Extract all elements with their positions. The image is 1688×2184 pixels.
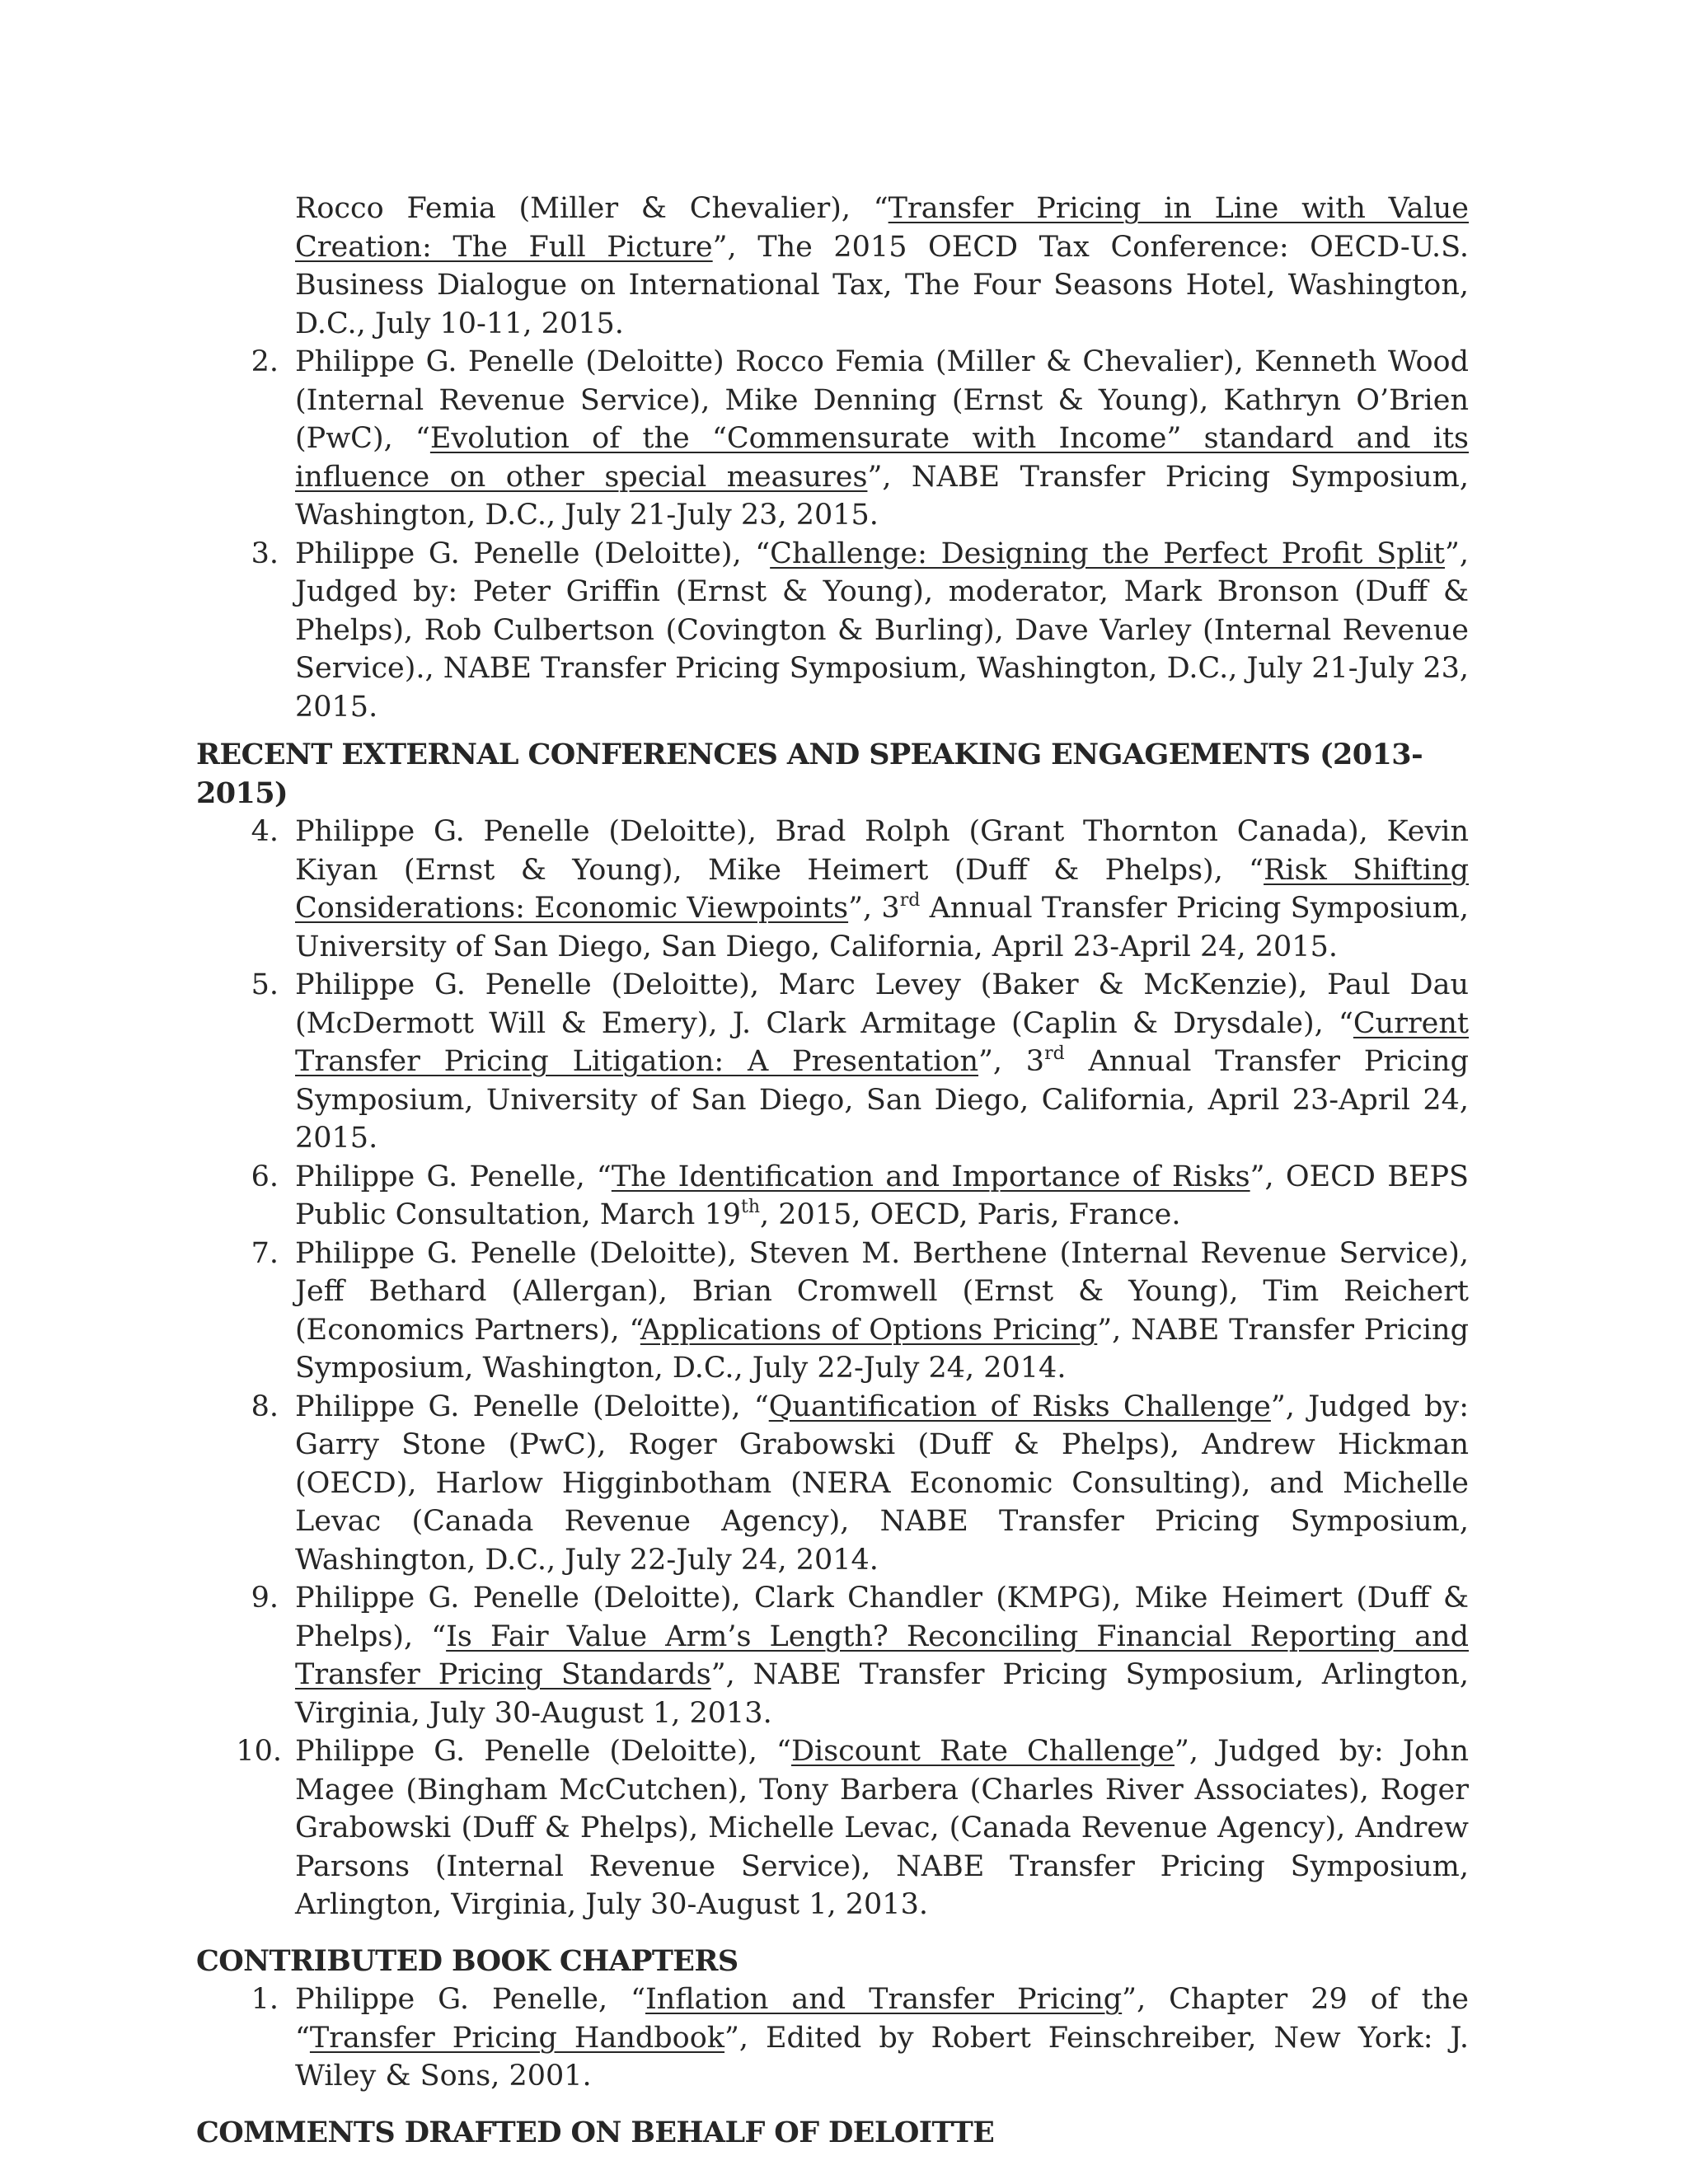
presentation-title: Evolution of the “Commensurate with Income” standard and its influence on other special measures bbox=[295, 422, 1469, 494]
ordinal-suffix: th bbox=[741, 1197, 761, 1217]
item-number: 8. bbox=[251, 1390, 279, 1423]
item-text: Philippe G. Penelle (Deloitte), Marc Levey (Baker & McKenzie), Paul Dau (McDermott Will & Emery), J. Clark Armitage (Caplin & Drysdale), “ bbox=[295, 968, 1469, 1040]
list-item bbox=[196, 1388, 1469, 1580]
item-number: 7. bbox=[251, 1236, 279, 1270]
presentation-title: Discount Rate Challenge bbox=[790, 1735, 1175, 1768]
presentation-title: Challenge: Designing the Perfect Profit Split bbox=[770, 537, 1445, 570]
chapter-title: Inflation and Transfer Pricing bbox=[645, 1983, 1123, 2016]
item-text: ”, OECD BEPS Public Consultation, March 19 bbox=[295, 1160, 1469, 1231]
item-text: Philippe G. Penelle (Deloitte), Clark Chandler (KMPG), Mike Heimert (Duff & Phelps), “ bbox=[295, 1582, 1469, 1653]
list-item bbox=[196, 1579, 1469, 1732]
ordinal-suffix: rd bbox=[1044, 1043, 1065, 1064]
item-text: ”, Judged by: Garry Stone (PwC), Roger Grabowski (Duff & Phelps), Andrew Hickman (OECD), Harlow Higginbotham (NERA Economic Consulting), and Michelle Levac (Canada Revenue Agency), NABE Transfer Pricing Symposium, Washington, D.C., July 22-July 24, 2014. bbox=[295, 1390, 1469, 1577]
ordinal-suffix: rd bbox=[899, 890, 921, 911]
item-number: 5. bbox=[251, 968, 279, 1001]
item-text: ”, 3 bbox=[848, 892, 900, 925]
item-text: Philippe G. Penelle (Deloitte), “ bbox=[295, 1735, 791, 1768]
item-text: , 2015, OECD, Paris, France. bbox=[760, 1198, 1181, 1231]
item-text: Philippe G. Penelle (Deloitte) Rocco Femia (Miller & Chevalier), Kenneth Wood (Internal Revenue Service), Mike Denning (Ernst & Young), Kathryn O’Brien (PwC), “ bbox=[295, 345, 1469, 455]
list-item bbox=[196, 343, 1469, 535]
item-text: ”, NABE Transfer Pricing Symposium, Washington, D.C., July 21-July 23, 2015. bbox=[295, 460, 1469, 532]
item-text: ”, The 2015 OECD Tax Conference: OECD-U.S. Business Dialogue on International Tax, The Four Seasons Hotel, Washington, D.C., July 10-11, 2015. bbox=[295, 230, 1469, 340]
presentation-title: Quantification of Risks Challenge bbox=[768, 1390, 1271, 1423]
item-number: 6. bbox=[251, 1160, 279, 1193]
presentation-title: The Identification and Importance of Risks bbox=[611, 1160, 1250, 1193]
section-heading-book-chapters: CONTRIBUTED BOOK CHAPTERS bbox=[196, 1943, 738, 1978]
item-text: Annual Transfer Pricing Symposium, University of San Diego, San Diego, California, April 23-April 24, 2015. bbox=[295, 892, 1469, 963]
item-number: 1. bbox=[251, 1983, 279, 2016]
list-item bbox=[196, 1980, 1469, 2096]
item-text: ”, 3 bbox=[978, 1045, 1045, 1078]
presentation-title: Applications of Options Pricing bbox=[640, 1313, 1098, 1347]
book-title: Transfer Pricing Handbook bbox=[309, 2021, 725, 2055]
item-text: Annual Transfer Pricing Symposium, University of San Diego, San Diego, California, April 23-April 24, 2015. bbox=[295, 1045, 1469, 1155]
item-number: 4. bbox=[251, 815, 279, 848]
item-number: 10. bbox=[236, 1735, 282, 1768]
presentation-title: Risk Shifting Considerations: Economic Viewpoints bbox=[295, 853, 1469, 925]
section-heading-comments: COMMENTS DRAFTED ON BEHALF OF DELOITTE bbox=[196, 2115, 995, 2149]
item-text: Philippe G. Penelle (Deloitte), Brad Rolph (Grant Thornton Canada), Kevin Kiyan (Ernst & Young), Mike Heimert (Duff & Phelps), “ bbox=[295, 815, 1469, 887]
item-number: 2. bbox=[251, 345, 279, 378]
list-item bbox=[196, 966, 1469, 1158]
item-text: Rocco Femia (Miller & Chevalier), “ bbox=[295, 192, 889, 225]
list-item bbox=[196, 1158, 1469, 1235]
item-text: Philippe G. Penelle (Deloitte), Steven M. Berthene (Internal Revenue Service), Jeff Bethard (Allergan), Brian Cromwell (Ernst & Young), Tim Reichert (Economics Partners), “ bbox=[295, 1236, 1469, 1347]
list-item bbox=[196, 535, 1469, 727]
item-number: 3. bbox=[251, 537, 279, 570]
presentation-title: Current Transfer Pricing Litigation: A Presentation bbox=[295, 1006, 1469, 1078]
presentation-title: Is Fair Value Arm’s Length? Reconciling Financial Reporting and Transfer Pricing Standards bbox=[295, 1619, 1469, 1691]
item-text: ”, NABE Transfer Pricing Symposium, Washington, D.C., July 22-July 24, 2014. bbox=[295, 1313, 1470, 1385]
item-text: ”, Judged by: John Magee (Bingham McCutchen), Tony Barbera (Charles River Associates), Roger Grabowski (Duff & Phelps), Michelle Levac, (Canada Revenue Agency), Andrew Parsons (Internal Revenue Service), NABE Transfer Pricing Symposium, Arlington, Virginia, July 30-August 1, 2013. bbox=[295, 1735, 1470, 1921]
item-text: Philippe G. Penelle (Deloitte), “ bbox=[295, 537, 771, 570]
list-item bbox=[196, 190, 1469, 343]
item-text: Philippe G. Penelle, “ bbox=[295, 1160, 612, 1193]
presentation-title: Transfer Pricing in Line with Value Creation: The Full Picture bbox=[295, 192, 1470, 264]
item-text: ”, NABE Transfer Pricing Symposium, Arlington, Virginia, July 30-August 1, 2013. bbox=[295, 1658, 1469, 1730]
list-item bbox=[196, 1235, 1469, 1388]
item-text: ”, Chapter 29 of the “ bbox=[295, 1983, 1469, 2055]
item-number: 9. bbox=[251, 1582, 279, 1615]
section-heading-external-conferences: RECENT EXTERNAL CONFERENCES AND SPEAKING ENGAGEMENTS (2013-2015) bbox=[196, 738, 1423, 810]
item-text: ”, Judged by: Peter Griffin (Ernst & Young), moderator, Mark Bronson (Duff & Phelps), Rob Culbertson (Covington & Burling), Dave Varley (Internal Revenue Service)., NABE Transfer Pricing Symposium, Washington, D.C., July 21-July 23, 2015. bbox=[295, 537, 1469, 724]
item-text: Philippe G. Penelle, “ bbox=[295, 1983, 645, 2016]
list-item bbox=[196, 813, 1469, 966]
item-text: Philippe G. Penelle (Deloitte), “ bbox=[295, 1390, 769, 1423]
item-text: ”, Edited by Robert Feinschreiber, New York: J. Wiley & Sons, 2001. bbox=[295, 2021, 1469, 2093]
document-page bbox=[196, 190, 1469, 2152]
list-item bbox=[196, 1732, 1469, 1924]
